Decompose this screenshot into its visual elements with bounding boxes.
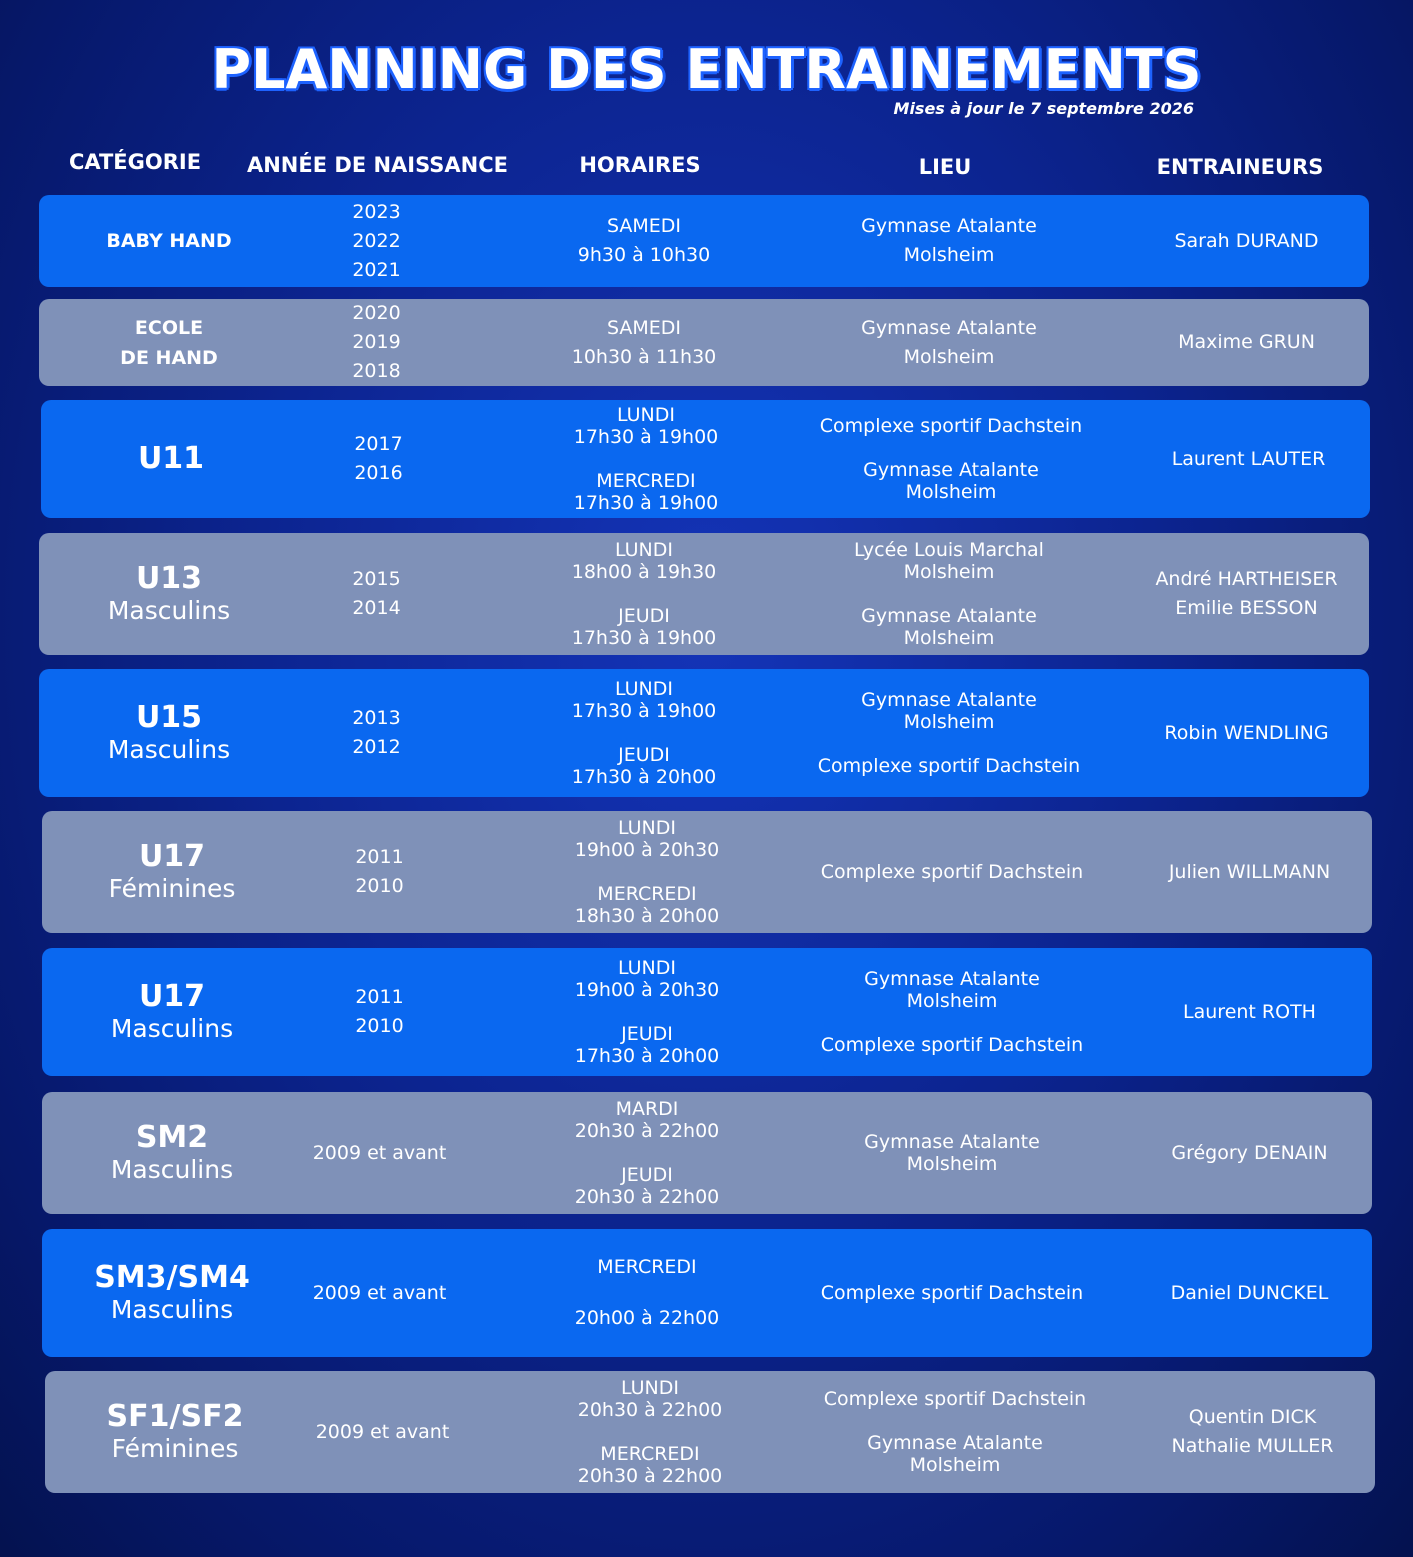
session-day: SAMEDI [606, 316, 682, 339]
session-time: 17h30 à 19h00 [571, 627, 717, 649]
place-line: Complexe sportif Dachstein [817, 755, 1081, 777]
coach-name: Julien WILLMANN [1168, 860, 1331, 883]
schedule-row [42, 1229, 1372, 1357]
category-cell [39, 195, 299, 287]
session-time: 20h30 à 22h00 [577, 1465, 723, 1487]
place [820, 415, 1082, 437]
session [574, 404, 719, 448]
place-cell [799, 195, 1099, 287]
hours-cell [512, 1229, 782, 1357]
session [574, 470, 719, 514]
schedule-row [41, 400, 1370, 518]
birth-years-cell [299, 299, 454, 386]
birth-year: 2017 [354, 433, 403, 455]
place-line: Gymnase Atalante [861, 689, 1037, 711]
hours-cell [512, 948, 782, 1076]
update-date: Mises à jour le 7 septembre 2026 [893, 99, 1194, 118]
place-line: Molsheim [906, 1153, 998, 1175]
session-day: MERCREDI [600, 1443, 700, 1465]
place [864, 968, 1040, 1012]
coaches-cell [1126, 400, 1371, 518]
place-line: Molsheim [903, 561, 995, 583]
session-time: 18h30 à 20h00 [574, 905, 720, 927]
category-name: U17 [138, 839, 206, 874]
coach-name: Sarah DURAND [1174, 229, 1319, 252]
schedule-row [42, 948, 1372, 1076]
session-day: MERCREDI [597, 1256, 697, 1278]
session-day: LUNDI [614, 678, 673, 700]
session [575, 1023, 720, 1067]
birth-year: 2013 [352, 707, 401, 729]
place [821, 1034, 1083, 1056]
coaches-cell [1127, 1092, 1372, 1214]
coaches-cell [1124, 195, 1369, 287]
place-line: Gymnase Atalante [861, 605, 1037, 627]
header-category: CATÉGORIE [68, 150, 202, 174]
header-birth-year: ANNÉE DE NAISSANCE [246, 153, 509, 177]
hours-cell [512, 1092, 782, 1214]
place-line: Molsheim [909, 1454, 1001, 1476]
header-coaches: ENTRAINEURS [1156, 155, 1324, 179]
header-place: LIEU [918, 155, 972, 179]
session-time: 17h30 à 20h00 [574, 1045, 720, 1067]
hours-cell [512, 811, 782, 933]
session-day: JEUDI [621, 1023, 673, 1045]
category-name: U17 [138, 979, 206, 1014]
session-day: SAMEDI [606, 215, 682, 237]
place-line: Molsheim [906, 990, 998, 1012]
place-line: Complexe sportif Dachstein [823, 1388, 1087, 1410]
coaches-cell [1124, 299, 1369, 386]
page-title: PLANNING DES ENTRAINEMENTS [211, 38, 1202, 101]
place [818, 755, 1080, 777]
session-time: 20h30 à 22h00 [574, 1186, 720, 1208]
schedule-row [39, 669, 1369, 797]
place-cell [802, 1229, 1102, 1357]
category-cell [42, 811, 302, 933]
session [572, 314, 717, 372]
coaches-cell [1130, 1371, 1375, 1493]
place [861, 314, 1037, 372]
session-day: JEUDI [621, 1164, 673, 1186]
birth-year: 2020 [352, 302, 401, 324]
header-hours: HORAIRES [579, 153, 701, 177]
place-line: Molsheim [903, 244, 995, 266]
place-cell [802, 811, 1102, 933]
place-line: Complexe sportif Dachstein [819, 415, 1083, 437]
place-line: Gymnase Atalante [867, 1432, 1043, 1454]
session-day: JEUDI [618, 605, 670, 627]
session-day: LUNDI [614, 539, 673, 561]
place-line: Gymnase Atalante [863, 459, 1039, 481]
hours-cell [509, 195, 779, 287]
place [861, 212, 1037, 270]
category-cell [39, 669, 299, 797]
session-time: 17h30 à 19h00 [573, 426, 719, 448]
hours-cell [511, 400, 781, 518]
schedule-row [39, 299, 1369, 386]
session-time: 17h30 à 19h00 [573, 492, 719, 514]
birth-years-cell [302, 1092, 457, 1214]
coaches-cell [1127, 948, 1372, 1076]
coach-name: Maxime GRUN [1178, 331, 1315, 353]
category-gender: Masculins [107, 735, 231, 764]
birth-years-cell [305, 1371, 460, 1493]
category-name: BABY HAND [106, 230, 232, 252]
coach-name: André HARTHEISER [1155, 568, 1338, 590]
session-day: LUNDI [620, 1377, 679, 1399]
session-time: 19h00 à 20h30 [574, 839, 720, 861]
category-gender: Masculins [107, 596, 231, 625]
place-cell [802, 948, 1102, 1076]
place [863, 459, 1039, 503]
birth-year: 2009 et avant [312, 1141, 447, 1164]
session-time: 17h30 à 20h00 [571, 766, 717, 788]
session [572, 539, 717, 583]
coach-name: Laurent LAUTER [1171, 447, 1326, 470]
place [861, 689, 1037, 733]
birth-year: 2019 [352, 331, 401, 353]
birth-year: 2010 [355, 1015, 404, 1037]
category-name: U13 [135, 561, 203, 596]
place-line: Complexe sportif Dachstein [820, 1281, 1084, 1304]
session-time: 9h30 à 10h30 [577, 244, 711, 266]
birth-year: 2021 [352, 258, 401, 281]
session-day: LUNDI [616, 404, 675, 426]
birth-year: 2011 [355, 846, 404, 868]
place-line: Complexe sportif Dachstein [820, 861, 1084, 883]
category-cell [42, 1092, 302, 1214]
place-line: Gymnase Atalante [861, 316, 1037, 339]
session [575, 957, 720, 1001]
schedule-row [42, 811, 1372, 933]
birth-years-cell [299, 533, 454, 655]
category-cell [39, 299, 299, 386]
birth-years-cell [302, 811, 457, 933]
hours-cell [509, 299, 779, 386]
session [575, 883, 720, 927]
place [821, 1279, 1083, 1308]
coach-name: Grégory DENAIN [1171, 1141, 1328, 1164]
category-name: SM3/SM4 [94, 1260, 250, 1295]
place-line: Gymnase Atalante [864, 1131, 1040, 1153]
category-cell [39, 533, 299, 655]
category-cell [42, 1229, 302, 1357]
schedule-row [39, 533, 1369, 655]
category-name: SF1/SF2 [106, 1399, 244, 1434]
birth-year: 2009 et avant [315, 1420, 450, 1443]
coaches-cell [1124, 533, 1369, 655]
session-time: 10h30 à 11h30 [571, 345, 717, 368]
category-name: U11 [137, 441, 205, 476]
place-cell [805, 1371, 1105, 1493]
coaches-cell [1127, 811, 1372, 933]
coach-name: Emilie BESSON [1175, 597, 1318, 619]
birth-years-cell [302, 948, 457, 1076]
coach-name: Robin WENDLING [1164, 721, 1329, 744]
place-line: Complexe sportif Dachstein [820, 1034, 1084, 1056]
session [575, 1253, 720, 1333]
hours-cell [509, 533, 779, 655]
birth-year: 2023 [352, 200, 401, 223]
place-line: Gymnase Atalante [864, 968, 1040, 990]
place [824, 1388, 1086, 1410]
birth-year: 2018 [352, 360, 401, 382]
birth-year: 2015 [352, 568, 401, 590]
birth-year: 2009 et avant [312, 1281, 447, 1304]
coaches-cell [1124, 669, 1369, 797]
session-time: 20h00 à 22h00 [574, 1307, 720, 1329]
category-cell [42, 948, 302, 1076]
category-name: SM2 [135, 1120, 209, 1155]
category-name: ECOLE [134, 316, 204, 339]
session-day: MARDI [615, 1098, 679, 1120]
place-line: Molsheim [903, 711, 995, 733]
place [867, 1432, 1043, 1476]
place-line: Lycée Louis Marchal [854, 539, 1044, 561]
place-cell [802, 1092, 1102, 1214]
coaches-cell [1127, 1229, 1372, 1357]
session [575, 1098, 720, 1142]
category-gender: Masculins [110, 1295, 234, 1324]
birth-year: 2010 [355, 875, 404, 897]
place-cell [799, 299, 1099, 386]
session-time: 20h30 à 22h00 [577, 1399, 723, 1421]
birth-year: 2012 [352, 736, 401, 758]
category-name-line2: DE HAND [120, 346, 218, 369]
place-line: Molsheim [905, 481, 997, 503]
place-cell [799, 669, 1099, 797]
session [572, 744, 717, 788]
session-day: JEUDI [618, 744, 670, 766]
place-line: Gymnase Atalante [861, 215, 1037, 237]
session [578, 1443, 723, 1487]
hours-cell [515, 1371, 785, 1493]
schedule-row [42, 1092, 1372, 1214]
coach-name: Laurent ROTH [1183, 1000, 1316, 1023]
category-gender: Féminines [111, 1434, 239, 1463]
category-gender: Masculins [110, 1155, 234, 1184]
place-cell [799, 533, 1099, 655]
session [572, 678, 717, 722]
session [575, 1164, 720, 1208]
schedule-row [39, 195, 1369, 287]
category-cell [41, 400, 301, 518]
hours-cell [509, 669, 779, 797]
session-day: MERCREDI [596, 470, 696, 492]
session [578, 212, 710, 270]
session [575, 817, 720, 861]
place [854, 539, 1044, 583]
place [861, 605, 1037, 649]
session-day: MERCREDI [597, 883, 697, 905]
session-time: 17h30 à 19h00 [571, 700, 717, 722]
category-name: U15 [135, 700, 203, 735]
session-time: 19h00 à 20h30 [574, 979, 720, 1001]
session-time: 20h30 à 22h00 [574, 1120, 720, 1142]
place-line: Molsheim [903, 627, 995, 649]
birth-years-cell [299, 195, 454, 287]
session [578, 1377, 723, 1421]
session-time: 18h00 à 19h30 [571, 561, 717, 583]
session [572, 605, 717, 649]
birth-years-cell [302, 1229, 457, 1357]
category-gender: Féminines [108, 874, 236, 903]
birth-year: 2014 [352, 597, 401, 619]
coach-name: Quentin DICK [1188, 1406, 1317, 1428]
session-day: LUNDI [617, 957, 676, 979]
birth-years-cell [301, 400, 456, 518]
place [864, 1131, 1040, 1175]
coach-name: Nathalie MULLER [1171, 1435, 1334, 1457]
place-cell [801, 400, 1101, 518]
category-gender: Masculins [110, 1014, 234, 1043]
birth-year: 2016 [354, 462, 403, 484]
coach-name: Daniel DUNCKEL [1170, 1281, 1329, 1304]
birth-years-cell [299, 669, 454, 797]
birth-year: 2011 [355, 986, 404, 1008]
session-day: LUNDI [617, 817, 676, 839]
schedule-row [45, 1371, 1375, 1493]
place-line: Molsheim [903, 345, 995, 368]
category-cell [45, 1371, 305, 1493]
birth-year: 2022 [352, 229, 401, 252]
place [821, 861, 1083, 883]
